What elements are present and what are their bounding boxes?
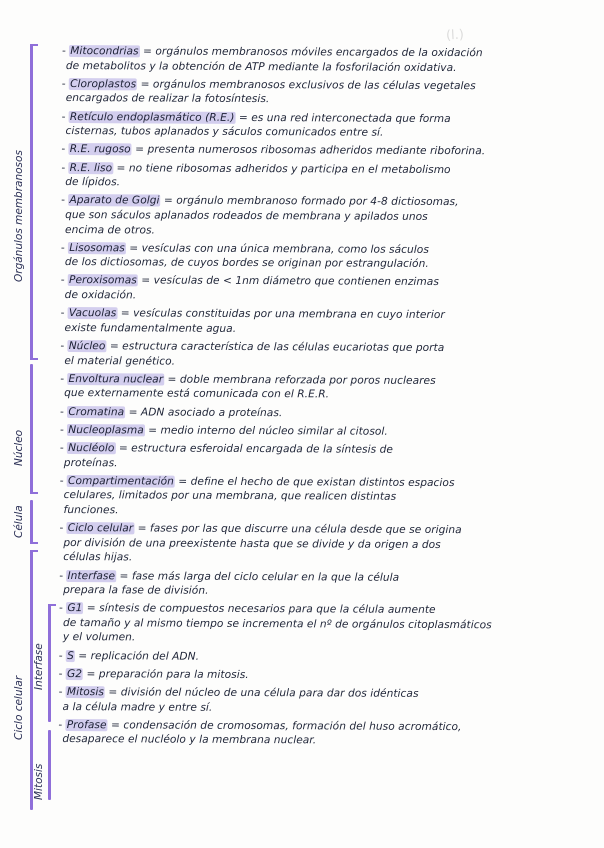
note-entry xyxy=(58,685,588,717)
definition-text: = fase más larga del ciclo celular en la que la célula xyxy=(119,569,400,584)
note-line: de los dictiosomas, de cuyos bordes se originan por estrangulación. xyxy=(64,256,429,271)
note-line: prepara la fase de división. xyxy=(63,584,209,597)
note-line: - Cloroplastos = orgánulos membranosos exclusivos de las células vegetales xyxy=(61,77,476,92)
note-line: de lípidos. xyxy=(65,176,121,189)
bracket-mitosis-bar xyxy=(48,730,51,800)
definition-text: = es una red interconectada que forma xyxy=(238,111,451,125)
highlighted-term: Nucleoplasma xyxy=(68,423,144,437)
note-entry xyxy=(60,372,590,404)
highlighted-term: Profase xyxy=(66,718,107,732)
note-line: - Compartimentación = define el hecho de que existan distintos espacios xyxy=(59,474,455,489)
note-line: a la célula madre y entre sí. xyxy=(62,700,213,714)
note-entry xyxy=(60,405,590,422)
highlighted-term: R.E. rugoso xyxy=(69,143,131,156)
definition-text: = orgánulos membranosos móviles encargados de la oxidación xyxy=(143,45,483,60)
bracket-nucleo-bottom xyxy=(30,492,38,494)
note-entry xyxy=(61,273,591,305)
highlighted-term: Mitocondrias xyxy=(70,45,139,58)
note-line: - Interfase = fase más larga del ciclo celular en la que la célula xyxy=(59,569,400,584)
note-line: - R.E. rugoso = presenta numerosos ribosomas adheridos mediante riboforina. xyxy=(61,143,486,158)
note-entry xyxy=(59,601,589,648)
note-line: de tamaño y al mismo tiempo se incrementa el nº de orgánulos citoplasmáticos xyxy=(62,616,492,632)
highlighted-term: Retículo endoplasmático (R.E.) xyxy=(69,110,235,124)
note-entry xyxy=(60,474,590,521)
highlighted-term: Núcleo xyxy=(68,340,106,353)
note-line: - Mitosis = división del núcleo de una célula para dar dos idénticas xyxy=(58,686,419,700)
note-entry xyxy=(60,423,590,440)
note-entry xyxy=(61,142,591,159)
note-entry xyxy=(59,568,589,600)
note-entry xyxy=(60,306,590,338)
section-label-organulos: Orgánulos membranosos xyxy=(13,150,25,282)
note-line: cisternas, tubos aplanados y sáculos comunicados entre sí. xyxy=(65,125,384,139)
bracket-celula-bottom xyxy=(30,542,38,544)
bracket-organulos-top xyxy=(30,44,38,46)
highlighted-term: Envoltura nuclear xyxy=(68,372,164,386)
note-line: - G2 = preparación para la mitosis. xyxy=(58,667,249,681)
highlighted-term: Cloroplastos xyxy=(70,77,137,91)
note-line: de metabolitos y la obtención de ATP mediante la fosforilación oxidativa. xyxy=(65,59,457,74)
definition-text: = presenta numerosos ribosomas adheridos mediante riboforina. xyxy=(135,143,486,158)
note-line: - S = replicación del ADN. xyxy=(58,649,200,663)
highlighted-term: Ciclo celular xyxy=(67,522,134,535)
definition-text: = vesículas con una única membrana, como los sáculos xyxy=(129,242,429,256)
note-entry xyxy=(61,161,591,193)
bracket-organulos-bottom xyxy=(30,358,38,360)
note-line: y el volumen. xyxy=(62,631,136,644)
note-line: el material genético. xyxy=(64,354,176,368)
note-entry xyxy=(59,649,589,666)
highlighted-term: Vacuolas xyxy=(68,307,117,320)
note-line: - Peroxisomas = vesículas de < 1nm diámetro que contienen enzimas xyxy=(60,274,439,289)
definition-text: = medio interno del núcleo similar al citosol. xyxy=(148,424,388,438)
note-line: proteínas. xyxy=(63,456,118,469)
highlighted-term: G2 xyxy=(66,667,83,680)
note-line: - Cromatina = ADN asociado a proteínas. xyxy=(60,405,283,419)
section-label-celula: Célula xyxy=(13,505,25,538)
note-line: celulares, limitados por una membrana, que realicen distintas xyxy=(63,489,397,504)
note-entry xyxy=(62,77,592,109)
note-entry xyxy=(58,718,588,750)
definition-text: = preparación para la mitosis. xyxy=(86,667,249,681)
note-line: de oxidación. xyxy=(64,289,137,302)
note-entry xyxy=(61,193,591,240)
note-line: - Núcleo = estructura característica de las células eucariotas que porta xyxy=(60,340,445,355)
note-line: - Envoltura nuclear = doble membrana reforzada por poros nucleares xyxy=(60,372,436,387)
definition-text: = vesículas de < 1nm diámetro que contienen enzimas xyxy=(141,274,439,289)
bracket-celula-bar xyxy=(30,500,33,544)
note-line: funciones. xyxy=(63,503,119,517)
definition-text: = orgánulo membranoso formado por 4-8 dictiosomas, xyxy=(163,194,459,209)
note-line: - Vacuolas = vesículas constituidas por una membrana en cuyo interior xyxy=(60,307,445,322)
definition-text: = orgánulos membranosos exclusivos de las células vegetales xyxy=(140,78,476,92)
definition-text: = condensación de cromosomas, formación del huso acromático, xyxy=(110,719,462,733)
note-entry xyxy=(60,339,590,371)
note-line: - R.E. liso = no tiene ribosomas adheridos y participa en el metabolismo xyxy=(61,161,451,176)
definition-text: = replicación del ADN. xyxy=(78,649,200,663)
note-line: - Nucléolo = estructura esferoidal encargada de la síntesis de xyxy=(59,441,393,456)
definition-text: = ADN asociado a proteínas. xyxy=(128,405,283,419)
highlighted-term: R.E. liso xyxy=(69,161,113,174)
definition-text: = estructura esferoidal encargada de la síntesis de xyxy=(118,442,393,456)
definition-text: = fases por las que discurre una célula desde que se origina xyxy=(137,522,462,537)
note-line: - Ciclo celular = fases por las que discurre una célula desde que se origina xyxy=(59,522,462,537)
bracket-interfase-top xyxy=(48,604,56,606)
definition-text: = no tiene ribosomas adheridos y participa en el metabolismo xyxy=(116,161,451,176)
highlighted-term: Lisosomas xyxy=(69,241,125,255)
note-line: - G1 = síntesis de compuestos necesarios para que la célula aumente xyxy=(59,602,436,617)
section-label-mitosis: Mitosis xyxy=(33,763,45,800)
definition-text: = división del núcleo de una célula para dar dos idénticas xyxy=(108,686,419,700)
note-entry xyxy=(62,110,592,142)
definition-text: = doble membrana reforzada por poros nucleares xyxy=(167,373,436,387)
note-line: células hijas. xyxy=(63,551,133,564)
highlighted-term: Mitosis xyxy=(66,686,104,699)
notes-body xyxy=(58,44,592,753)
highlighted-term: G1 xyxy=(67,602,83,615)
note-line: que externamente está comunicada con el R.E.R. xyxy=(64,387,330,401)
note-line: - Mitocondrias = orgánulos membranosos móviles encargados de la oxidación xyxy=(61,44,483,60)
note-line: - Lisosomas = vesículas con una única membrana, como los sáculos xyxy=(60,241,429,256)
definition-text: = estructura característica de las células eucariotas que porta xyxy=(109,340,445,355)
highlighted-term: Peroxisomas xyxy=(69,274,137,287)
section-label-ciclo: Ciclo celular xyxy=(13,675,25,740)
note-line: - Aparato de Golgi = orgánulo membranoso formado por 4-8 dictiosomas, xyxy=(61,194,459,209)
section-label-interfase: Interfase xyxy=(33,643,45,690)
highlighted-term: Aparato de Golgi xyxy=(69,194,160,207)
note-line: desaparece el nucléolo y la membrana nuclear. xyxy=(62,733,317,747)
note-entry xyxy=(60,441,590,473)
highlighted-term: Cromatina xyxy=(68,405,125,418)
section-label-nucleo: Núcleo xyxy=(13,429,25,466)
corner-note: (l.) xyxy=(445,27,465,44)
bracket-interfase-bar xyxy=(48,604,51,722)
note-line: - Profase = condensación de cromosomas, formación del huso acromático, xyxy=(58,718,462,733)
note-entry xyxy=(62,44,592,76)
note-entry xyxy=(59,521,589,568)
note-line: existe fundamentalmente agua. xyxy=(64,321,237,335)
note-entry xyxy=(61,241,591,273)
highlighted-term: Compartimentación xyxy=(67,474,174,488)
note-line: que son sáculos aplanados rodeados de membrana y apilados unos xyxy=(65,208,428,223)
highlighted-term: Interfase xyxy=(67,569,116,582)
note-entry xyxy=(59,667,589,684)
highlighted-term: S xyxy=(67,649,74,662)
note-line: - Nucleoplasma = medio interno del núcleo similar al citosol. xyxy=(59,423,388,438)
definition-text: = vesículas constituidas por una membrana en cuyo interior xyxy=(120,307,445,322)
note-line: encargados de realizar la fotosíntesis. xyxy=(65,92,270,106)
bracket-ciclo-top xyxy=(30,550,38,552)
note-line: por división de una preexistente hasta que se divide y da origen a dos xyxy=(63,536,441,551)
note-line: - Retículo endoplasmático (R.E.) = es una red interconectada que forma xyxy=(61,110,451,125)
definition-text: = define el hecho de que existan distintos espacios xyxy=(178,475,455,489)
highlighted-term: Nucléolo xyxy=(68,442,115,455)
bracket-organulos-bar xyxy=(30,44,33,360)
definition-text: = síntesis de compuestos necesarios para que la célula aumente xyxy=(86,602,436,617)
note-line: encima de otros. xyxy=(64,223,156,236)
bracket-nucleo-bar xyxy=(30,364,33,494)
